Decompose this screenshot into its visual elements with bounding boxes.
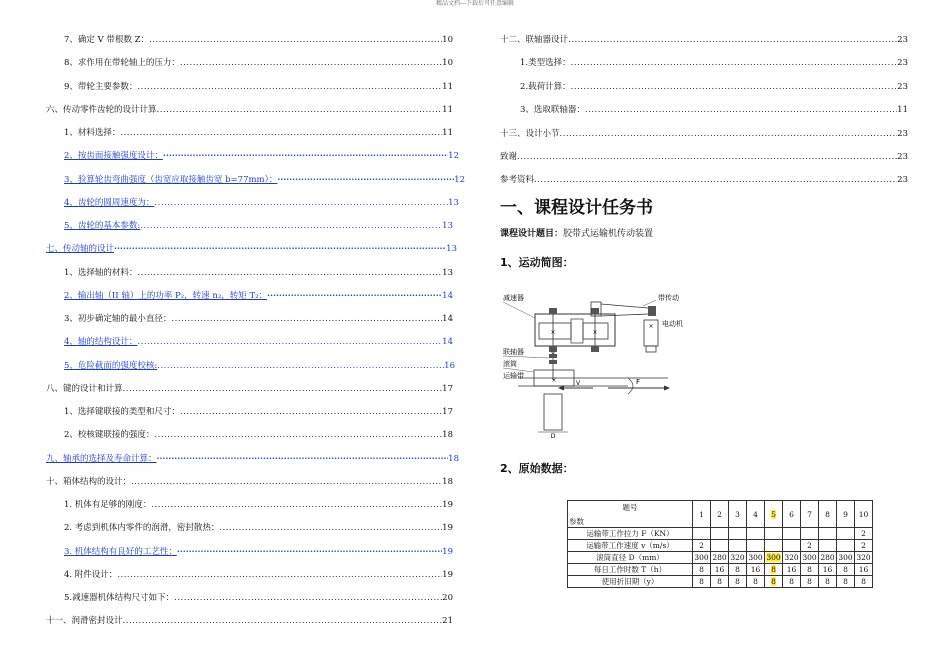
toc-leader-dots	[560, 129, 898, 140]
toc-leader-dots	[177, 547, 442, 558]
table-value-cell: 8	[837, 564, 855, 576]
table-value-cell: 16	[855, 564, 873, 576]
toc-leader-dots	[568, 35, 897, 46]
table-value-cell: 8	[747, 576, 765, 588]
table-value-cell: 2	[801, 540, 819, 552]
table-value-cell	[819, 528, 837, 540]
toc-entry-page: 11	[897, 105, 908, 116]
toc-entry-title: 十二、联轴器设计	[500, 35, 569, 45]
course-subject	[500, 226, 653, 239]
table-param-name: 运输带工作拉力 F（KN）	[568, 528, 693, 540]
table-value-cell	[729, 540, 747, 552]
section-title: 一、课程设计任务书	[500, 198, 653, 218]
toc-leader-dots	[571, 58, 898, 69]
table-value-cell: 300	[694, 553, 709, 562]
table-value-cell: 8	[693, 564, 711, 576]
toc-entry	[64, 593, 453, 604]
toc-leader-dots	[157, 105, 443, 116]
toc-entry-page: 14	[442, 337, 453, 348]
table-number-cell: 1	[693, 501, 711, 528]
table-value-cell: 8	[693, 576, 711, 588]
toc-entry-page: 13	[442, 267, 453, 278]
table-value-cell: 8	[801, 576, 819, 588]
toc-entry-title: 1. 机体有足够的刚度：	[64, 500, 152, 510]
table-value-cell	[765, 564, 783, 576]
toc-entry-title[interactable]: 5、齿轮的基本参数:	[64, 221, 141, 231]
toc-entry	[64, 58, 453, 69]
toc-leader-dots	[149, 35, 442, 46]
toc-entry-title[interactable]: 3. 机体结构有良好的工艺性：	[64, 546, 177, 557]
table-value-cell: 8	[729, 576, 747, 588]
toc-leader-dots	[114, 244, 446, 255]
label-motor: 电动机	[662, 320, 683, 328]
toc-leader-dots	[571, 82, 898, 93]
toc-entry	[520, 82, 908, 93]
highlight-value: 8	[771, 565, 776, 574]
label-conveyor-belt: 运输带	[503, 372, 524, 380]
diagram-label-v: V	[576, 380, 581, 387]
toc-entry[interactable]	[64, 198, 459, 209]
toc-entry	[64, 407, 453, 418]
toc-entry[interactable]	[64, 337, 453, 348]
toc-entry[interactable]	[46, 244, 457, 255]
table-value-cell	[837, 540, 855, 552]
toc-entry[interactable]	[46, 454, 459, 465]
table-number-cell: 3	[729, 501, 747, 528]
toc-entry-title: 9、带轮主要参数：	[64, 81, 138, 92]
table-corner-cell	[568, 501, 693, 528]
label-drum: 滚筒	[503, 360, 517, 368]
toc-entry-title[interactable]: 2、按齿面接触强度设计：	[64, 151, 163, 162]
toc-entry	[64, 430, 453, 441]
toc-leader-dots	[137, 82, 442, 93]
table-row	[568, 576, 873, 588]
toc-leader-dots	[123, 616, 443, 627]
table-value-cell: 300	[802, 553, 817, 562]
toc-entry[interactable]	[64, 547, 453, 558]
table-value-cell: 320	[730, 553, 745, 562]
toc-entry	[46, 477, 453, 488]
toc-entry-page: 16	[444, 360, 455, 371]
subject-label: 课程设计题目：	[500, 229, 564, 239]
toc-entry	[64, 570, 453, 581]
toc-entry-title[interactable]: 5、危险截面的强度校核:	[64, 360, 158, 371]
table-value-cell: 8	[729, 564, 747, 576]
table-row	[568, 552, 873, 564]
toc-entry-title: 六、传动零件齿轮的设计计算	[46, 104, 157, 115]
table-value-cell: 320	[784, 553, 799, 562]
diagram-mark-4: ×	[648, 323, 654, 330]
toc-leader-dots	[157, 454, 449, 465]
toc-entry-page: 13	[442, 221, 453, 231]
toc-entry-title: 参考资料	[500, 175, 535, 186]
table-value-cell	[729, 528, 747, 540]
corner-bottom-label: 参数	[569, 517, 584, 526]
parameter-table	[567, 500, 873, 588]
toc-entry-page: 17	[442, 407, 453, 417]
table-value-cell: 280	[712, 553, 727, 562]
table-row	[568, 564, 873, 576]
toc-entry	[500, 175, 908, 186]
table-value-cell: 16	[747, 564, 765, 576]
toc-leader-dots	[517, 152, 897, 163]
toc-entry-page: 23	[897, 175, 908, 186]
toc-entry-page: 18	[442, 430, 453, 441]
toc-entry-page: 23	[897, 58, 908, 69]
toc-entry-title: 十三、设计小节	[500, 128, 560, 139]
table-value-cell: 16	[819, 564, 837, 576]
toc-entry-page: 19	[442, 500, 453, 510]
toc-entry-title: 3、初步确定轴的最小直径：	[64, 314, 172, 324]
toc-entry	[520, 105, 908, 116]
toc-entry-page: 21	[442, 616, 453, 627]
toc-entry-page: 11	[442, 104, 453, 115]
table-value-cell: 2	[855, 528, 873, 540]
toc-entry	[64, 500, 453, 511]
table-number-cell: 8	[819, 501, 837, 528]
toc-entry	[46, 616, 453, 627]
toc-entry-title[interactable]: 七、传动轴的设计	[46, 244, 115, 255]
toc-entry-page: 14	[442, 314, 453, 324]
table-value-cell	[801, 528, 819, 540]
table-param-name: 滚筒直径 D（mm）	[568, 552, 693, 564]
table-value-cell: 8	[837, 576, 855, 588]
table-value-cell: 320	[856, 553, 871, 562]
table-value-cell	[819, 540, 837, 552]
toc-entry-title: 3、选取联轴器：	[520, 105, 585, 116]
toc-entry-page: 12	[448, 151, 459, 162]
toc-leader-dots	[277, 175, 454, 186]
table-value-cell	[693, 528, 711, 540]
table-param-name: 使用折旧期（y）	[568, 576, 693, 588]
toc-entry-title[interactable]: 4、齿轮的圆周速度为：	[64, 197, 155, 208]
toc-entry	[64, 314, 453, 325]
toc-entry	[64, 35, 453, 46]
toc-entry	[46, 105, 453, 116]
toc-entry-page: 18	[448, 453, 459, 464]
toc-entry[interactable]	[64, 175, 465, 186]
toc-entry-page: 19	[442, 569, 453, 580]
table-value-cell: 8	[855, 576, 873, 588]
toc-entry-page: 20	[442, 593, 453, 603]
label-belt-drive: 带传动	[658, 294, 679, 302]
toc-leader-dots	[163, 151, 448, 162]
label-reducer: 减速器	[503, 294, 524, 302]
toc-entry-title[interactable]: 3、验算轮齿弯曲强度（齿宽应取接触齿宽 b=77mm）：	[64, 174, 278, 185]
table-value-cell	[765, 540, 783, 552]
toc-entry-page: 10	[442, 58, 453, 69]
table-value-cell	[711, 540, 729, 552]
table-value-cell: 8	[801, 564, 819, 576]
table-row	[568, 540, 873, 552]
toc-entry-page: 14	[442, 290, 453, 301]
table-value-cell: 2	[855, 540, 873, 552]
toc-leader-dots	[137, 337, 442, 348]
toc-entry	[500, 35, 908, 46]
toc-entry-page: 19	[442, 546, 453, 557]
toc-entry-title: 1.类型选择：	[520, 58, 571, 69]
toc-entry[interactable]	[64, 151, 459, 162]
toc-entry-title: 8、求作用在带轮轴上的压力：	[64, 58, 180, 69]
toc-entry-page: 23	[897, 152, 908, 162]
toc-entry-title: 1、选择轴的材料：	[64, 267, 138, 278]
toc-entry-page: 11	[442, 128, 453, 138]
toc-leader-dots	[123, 384, 443, 395]
diagram-mark-1: ×	[550, 329, 556, 336]
toc-leader-dots	[174, 593, 442, 604]
toc-entry	[520, 58, 908, 69]
toc-entry[interactable]	[64, 221, 453, 232]
table-value-cell: 8	[819, 576, 837, 588]
toc-entry-title[interactable]: 4、轴的结构设计：	[64, 337, 138, 348]
toc-entry-page: 12	[454, 174, 465, 185]
toc-entry-page: 23	[897, 81, 908, 92]
table-row	[568, 528, 873, 540]
toc-entry	[46, 384, 453, 395]
highlight-value: 300	[766, 553, 781, 562]
table-value-cell: 16	[783, 564, 801, 576]
table-number-cell: 10	[855, 501, 873, 528]
toc-leader-dots	[131, 477, 442, 488]
motion-diagram-heading: 1、运动简图：	[500, 256, 574, 269]
table-param-name: 每日工作时数 T（h）	[568, 564, 693, 576]
toc-entry-title[interactable]: 九、轴承的选择及寿命计算：	[46, 453, 157, 464]
toc-leader-dots	[151, 500, 442, 511]
toc-leader-dots	[140, 221, 442, 232]
toc-leader-dots	[180, 407, 442, 418]
table-value-cell	[783, 528, 801, 540]
diagram-mark-2: ×	[592, 329, 598, 336]
toc-leader-dots	[534, 175, 897, 186]
table-value-cell: 8	[711, 576, 729, 588]
table-value-cell	[747, 528, 765, 540]
toc-leader-dots	[137, 268, 442, 279]
toc-leader-dots	[120, 128, 442, 139]
toc-entry-title: 5.减速器机体结构尺寸如下：	[64, 593, 175, 603]
toc-entry-title: 1、材料选择：	[64, 128, 121, 138]
table-value-cell	[783, 540, 801, 552]
toc-leader-dots	[154, 430, 442, 441]
toc-entry	[64, 268, 453, 279]
toc-entry-page: 13	[448, 197, 459, 208]
table-number-cell	[765, 501, 783, 528]
toc-entry-page: 18	[442, 476, 453, 487]
toc-entry-page: 23	[897, 128, 908, 139]
toc-entry-title: 八、键的设计和计算	[46, 383, 123, 394]
highlight-number: 5	[771, 509, 776, 519]
toc-entry-page: 11	[442, 81, 453, 92]
toc-entry-title: 7、确定 V 带根数 Z：	[64, 35, 150, 45]
table-value-cell	[765, 552, 783, 564]
diagram-mark-5: ×	[551, 377, 557, 384]
toc-entry-title: 十、箱体结构的设计：	[46, 476, 132, 487]
corner-top-label: 题号	[622, 503, 638, 512]
toc-entry-page: 17	[442, 383, 453, 394]
toc-entry-title: 致谢	[500, 152, 518, 162]
table-value-cell: 16	[711, 564, 729, 576]
toc-entry	[64, 523, 453, 534]
toc-entry-title: 1、选择键联接的类型和尺寸：	[64, 407, 180, 417]
table-number-cell: 6	[783, 501, 801, 528]
toc-entry-title: 4. 附件设计：	[64, 569, 118, 580]
highlight-value: 8	[771, 577, 776, 586]
toc-entry	[64, 128, 453, 139]
toc-entry-title[interactable]: 2、输出轴（II 轴）上的功率 P₂，转速 n₂，转矩 T₂：	[64, 290, 268, 301]
toc-entry	[500, 129, 908, 140]
toc-entry-page: 19	[442, 523, 453, 534]
subject-value: 胶带式运输机传动装置	[563, 229, 654, 239]
toc-entry-page: 13	[446, 244, 457, 255]
toc-entry-title: 2. 考虑到机体内零件的润滑，密封散热：	[64, 523, 220, 534]
table-value-cell	[837, 528, 855, 540]
table-value-cell	[765, 528, 783, 540]
toc-entry[interactable]	[64, 361, 455, 372]
label-coupling: 联轴器	[503, 348, 524, 356]
toc-entry-page: 23	[897, 35, 908, 45]
toc-entry-title: 2、校核键联接的强度：	[64, 430, 155, 441]
table-value-cell: 300	[748, 553, 763, 562]
table-value-cell	[765, 576, 783, 588]
toc-entry-page: 10	[442, 35, 453, 45]
toc-leader-dots	[219, 523, 442, 534]
diagram-label-f: F	[636, 378, 641, 386]
toc-leader-dots	[117, 570, 442, 581]
toc-leader-dots	[157, 361, 444, 372]
toc-entry-title: 十一、润滑密封设计	[46, 616, 123, 627]
table-number-cell: 2	[711, 501, 729, 528]
table-value-cell: 280	[820, 553, 835, 562]
table-number-cell: 4	[747, 501, 765, 528]
table-header-row	[568, 501, 873, 528]
table-value-cell	[711, 528, 729, 540]
toc-entry	[64, 82, 453, 93]
toc-entry-title: 2.载荷计算：	[520, 81, 571, 92]
diagram-label-d: D	[550, 433, 556, 440]
table-number-cell: 7	[801, 501, 819, 528]
table-value-cell: 300	[838, 553, 853, 562]
motion-diagram	[498, 284, 698, 444]
toc-leader-dots	[154, 198, 448, 209]
toc-leader-dots	[171, 314, 442, 325]
table-value-cell	[747, 540, 765, 552]
toc-leader-dots	[180, 58, 442, 69]
data-heading: 2、原始数据：	[500, 462, 574, 475]
page-header: 精品文档---下载后可任意编辑	[435, 0, 515, 7]
toc-leader-dots	[585, 105, 897, 116]
table-number-cell: 9	[837, 501, 855, 528]
table-value-cell: 2	[693, 540, 711, 552]
toc-entry	[500, 152, 908, 163]
toc-entry[interactable]	[64, 291, 453, 302]
toc-leader-dots	[267, 291, 442, 302]
table-param-name: 运输带工作速度 v（m/s）	[568, 540, 693, 552]
table-value-cell: 8	[783, 576, 801, 588]
